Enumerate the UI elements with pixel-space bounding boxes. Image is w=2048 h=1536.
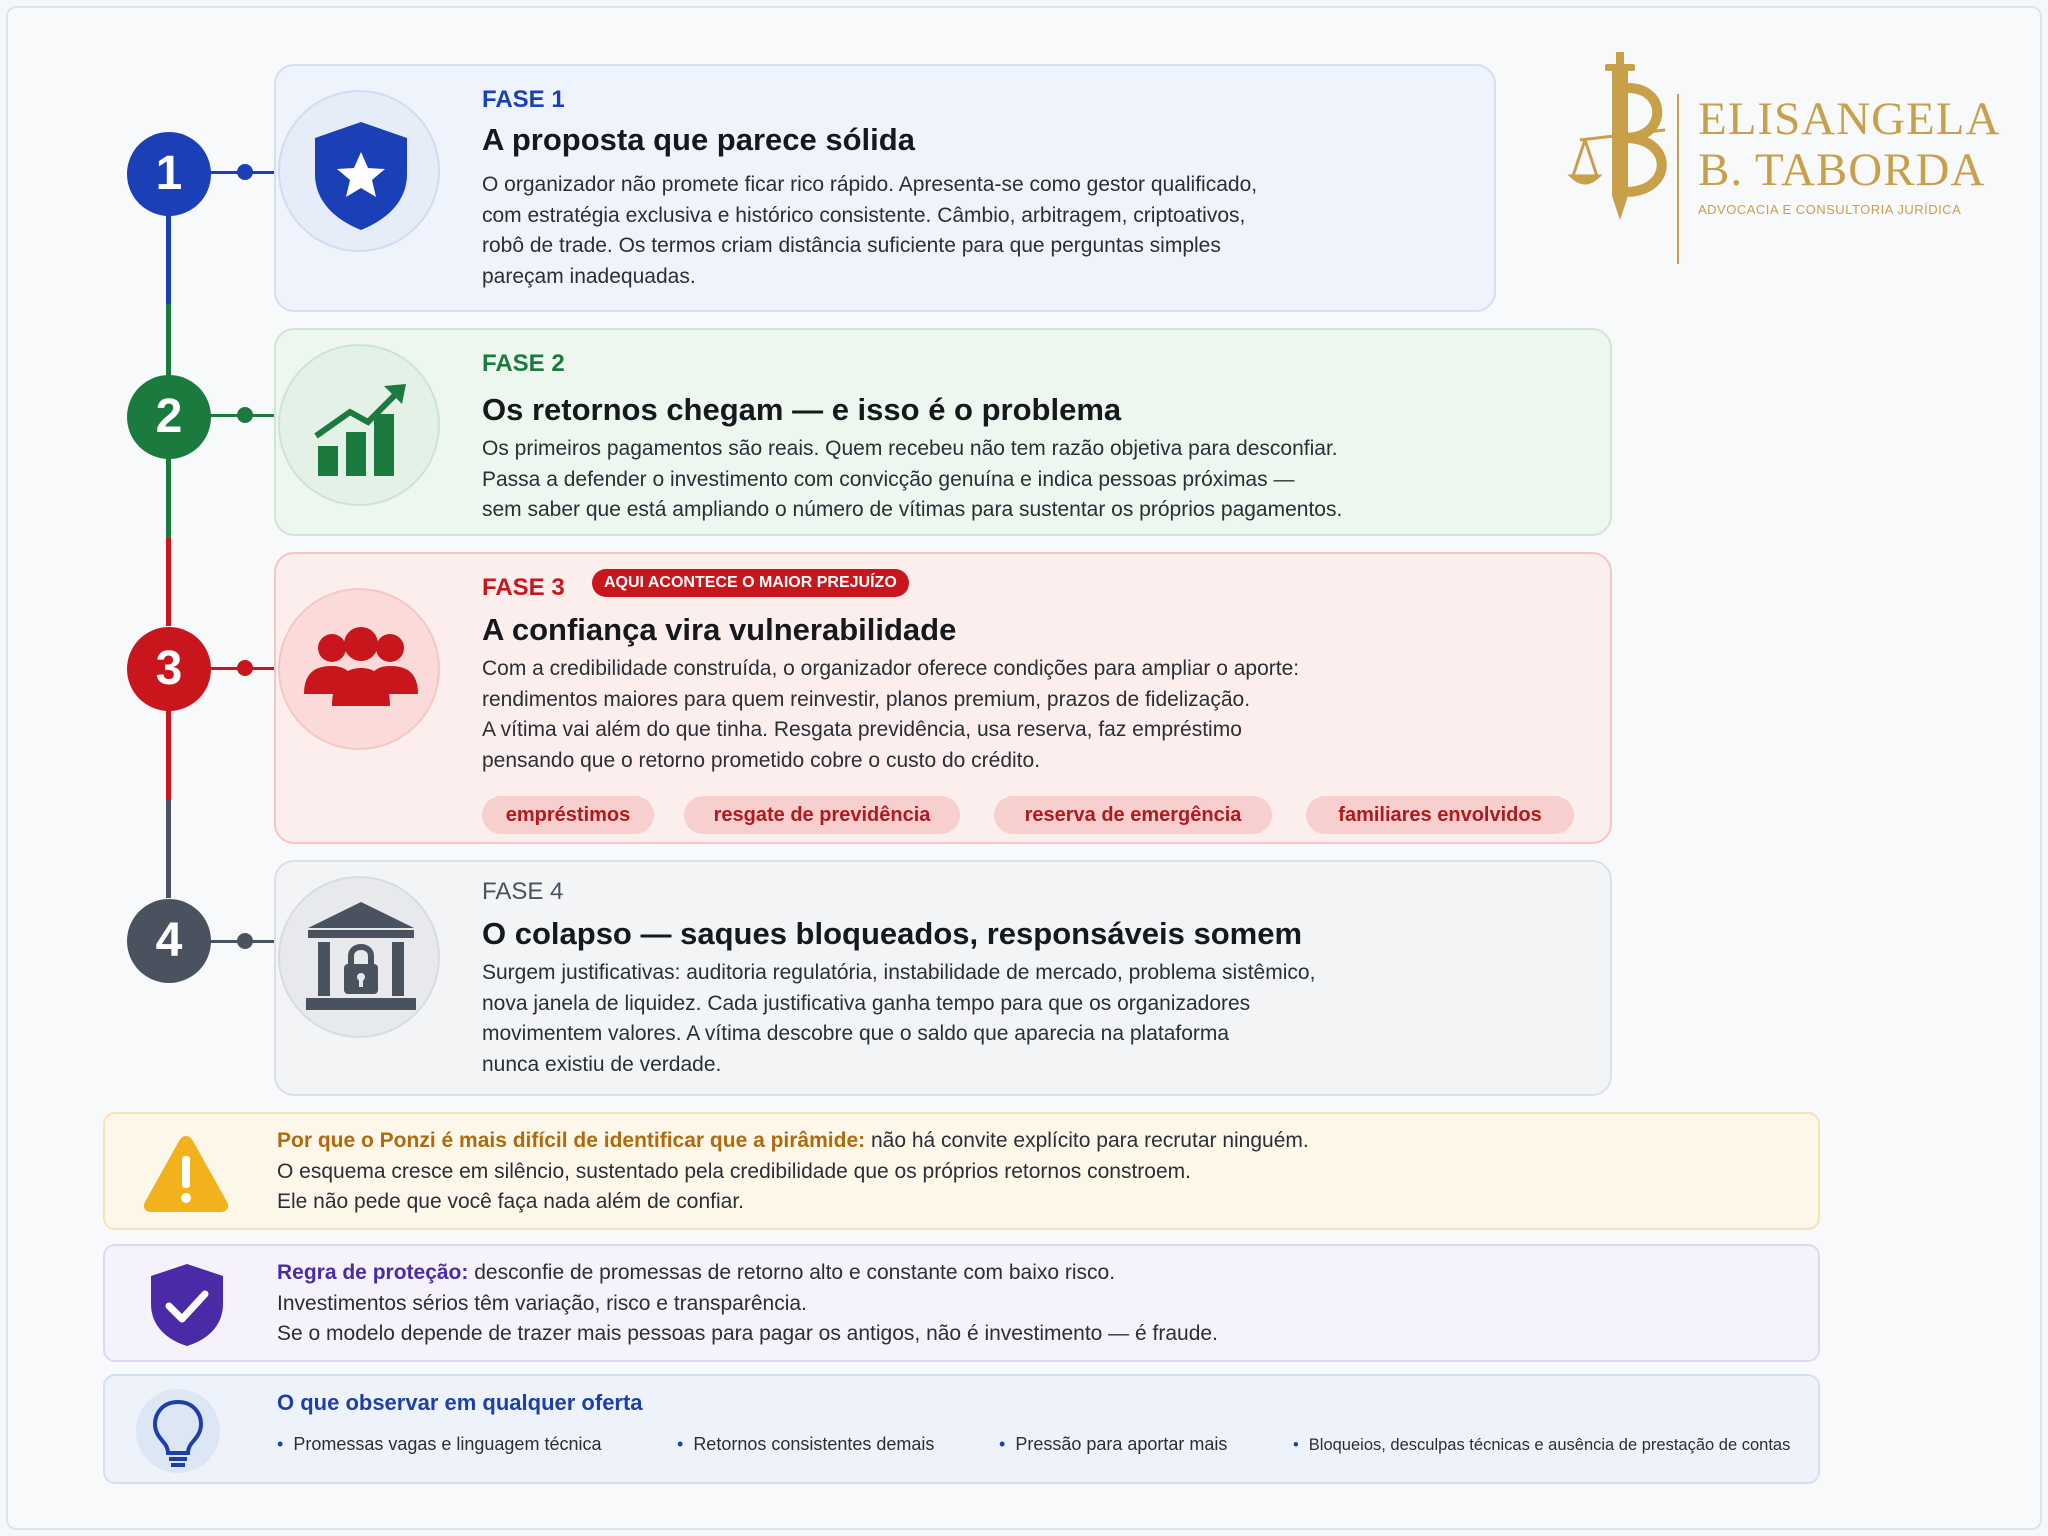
phase-3-body-line: Com a credibilidade construída, o organizador oferece condições para ampliar o aporte: (482, 657, 1300, 680)
protection-box (103, 1244, 1820, 1362)
phase-3-body (482, 654, 1299, 776)
bullet-icon: • (1293, 1436, 1299, 1454)
phase-3-title: A confiança vira vulnerabilidade (482, 612, 957, 647)
phase-4-label: FASE 4 (482, 878, 564, 905)
phase-4-body (482, 958, 1315, 1080)
risk-tag: familiares envolvidos (1306, 796, 1574, 834)
risk-tag: empréstimos (482, 796, 654, 834)
timeline-segment-2b (166, 538, 171, 626)
tip-item-text: Pressão para aportar mais (1015, 1434, 1228, 1454)
phase-3-number: 3 (127, 627, 211, 711)
warning-title: Por que o Ponzi é mais difícil de identificar que a pirâmide: (277, 1129, 866, 1152)
timeline-segment-3 (166, 710, 171, 800)
risk-tag: resgate de previdência (684, 796, 960, 834)
tip-item (999, 1434, 1227, 1455)
people-group-icon (280, 590, 442, 752)
phase-1-card (274, 64, 1496, 312)
phase-2-title: Os retornos chegam — e isso é o problema (482, 392, 1122, 427)
phase-2-body-line: sem saber que está ampliando o número de vítimas para sustentar os próprios pagamentos. (482, 498, 1343, 521)
phase-3-body-line: rendimentos maiores para quem reinvestir, planos premium, prazos de fidelização. (482, 687, 1251, 711)
shield-check-icon (145, 1260, 229, 1350)
warning-line: Ele não pede que você faça nada além de confiar. (277, 1190, 745, 1213)
phase-2-body-line: Passa a defender o investimento com convicção genuína e indica pessoas próximas — (482, 467, 1295, 491)
tip-item-text: Bloqueios, desculpas técnicas e ausência de prestação de contas (1308, 1436, 1791, 1454)
logo-name-line2: B. TABORDA (1698, 144, 1986, 196)
phase-4-dot (237, 933, 253, 949)
phase-1-body (482, 170, 1257, 292)
phase-1-body-line: O organizador não promete ficar rico rápido. Apresenta-se como gestor qualificado, (482, 173, 1258, 196)
sword-scale-logo-icon (1565, 48, 1675, 228)
warning-line-1: não há convite explícito para recrutar ninguém. (865, 1129, 1309, 1152)
phase-3-body-line: A vítima vai além do que tinha. Resgata previdência, usa reserva, faz empréstimo (482, 718, 1242, 741)
phase-3-label: FASE 3 (482, 574, 565, 601)
tips-title: O que observar em qualquer oferta (277, 1390, 643, 1415)
logo-name-line1: ELISANGELA (1698, 93, 2001, 145)
lightbulb-icon (135, 1388, 221, 1474)
phase-1-label: FASE 1 (482, 86, 565, 113)
phase-4-icon-circle (278, 876, 440, 1038)
warning-triangle-icon (141, 1132, 231, 1214)
warning-text (277, 1126, 1309, 1218)
phase-1-title: A proposta que parece sólida (482, 122, 915, 157)
warning-box (103, 1112, 1820, 1230)
growth-chart-icon (280, 346, 442, 508)
phase-2-icon-circle (278, 344, 440, 506)
phase-2-body (482, 434, 1342, 526)
max-loss-badge: AQUI ACONTECE O MAIOR PREJUÍZO (592, 569, 909, 597)
brand-logo (1565, 48, 2005, 228)
bullet-icon: • (999, 1434, 1006, 1454)
phase-1-body-line: pareçam inadequadas. (482, 264, 696, 288)
phase-3-card (274, 552, 1612, 844)
timeline-segment-3b (166, 800, 171, 898)
timeline-segment-1b (166, 304, 171, 378)
phase-1-dot (237, 164, 253, 180)
tip-item-text: Promessas vagas e linguagem técnica (293, 1434, 602, 1454)
tip-item (1293, 1436, 1790, 1455)
bank-lock-icon (280, 878, 442, 1040)
bullet-icon: • (677, 1434, 684, 1454)
phase-4-body-line: nova janela de liquidez. Cada justificativa ganha tempo para que os organizadores (482, 991, 1251, 1015)
bullet-icon: • (277, 1434, 284, 1454)
phase-4-title: O colapso — saques bloqueados, responsáveis somem (482, 916, 1303, 951)
timeline-segment-2 (166, 458, 171, 538)
logo-separator (1677, 94, 1679, 264)
warning-line: O esquema cresce em silêncio, sustentado pela credibilidade que os próprios retornos constroem. (277, 1159, 1191, 1183)
protection-text (277, 1258, 1218, 1350)
protection-line-1: desconfie de promessas de retorno alto e constante com baixo risco. (468, 1261, 1116, 1284)
phase-2-dot (237, 407, 253, 423)
risk-tag: reserva de emergência (994, 796, 1272, 834)
protection-line: Investimentos sérios têm variação, risco e transparência. (277, 1291, 807, 1315)
phase-2-body-line: Os primeiros pagamentos são reais. Quem recebeu não tem razão objetiva para desconfiar. (482, 437, 1338, 460)
phase-1-icon-circle (278, 90, 440, 252)
phase-3-body-line: pensando que o retorno prometido cobre o custo do crédito. (482, 748, 1041, 772)
logo-subtitle: ADVOCACIA E CONSULTORIA JURÍDICA (1698, 202, 1962, 217)
protection-line: Se o modelo depende de trazer mais pessoas para pagar os antigos, não é investimento — é fraude. (277, 1322, 1218, 1345)
phase-3-icon-circle (278, 588, 440, 750)
phase-2-number: 2 (127, 375, 211, 459)
shield-star-icon (280, 92, 442, 254)
tips-box (103, 1374, 1820, 1484)
phase-1-number: 1 (127, 132, 211, 216)
protection-title: Regra de proteção: (277, 1261, 469, 1284)
tip-item (277, 1434, 601, 1455)
phase-3-dot (237, 660, 253, 676)
phase-2-label: FASE 2 (482, 350, 565, 377)
phase-2-card (274, 328, 1612, 536)
phase-4-body-line: Surgem justificativas: auditoria regulatória, instabilidade de mercado, problema sistêmico, (482, 961, 1316, 984)
phase-4-body-line: movimentem valores. A vítima descobre que o saldo que aparecia na plataforma (482, 1022, 1230, 1045)
tip-item-text: Retornos consistentes demais (693, 1434, 935, 1454)
phase-4-card (274, 860, 1612, 1096)
phase-4-body-line: nunca existiu de verdade. (482, 1052, 722, 1076)
timeline-segment-1 (166, 214, 171, 304)
phase-1-body-line: robô de trade. Os termos criam distância suficiente para que perguntas simples (482, 234, 1221, 257)
phase-4-number: 4 (127, 899, 211, 983)
tip-item (677, 1434, 934, 1455)
phase-1-body-line: com estratégia exclusiva e histórico consistente. Câmbio, arbitragem, criptoativos, (482, 203, 1246, 227)
